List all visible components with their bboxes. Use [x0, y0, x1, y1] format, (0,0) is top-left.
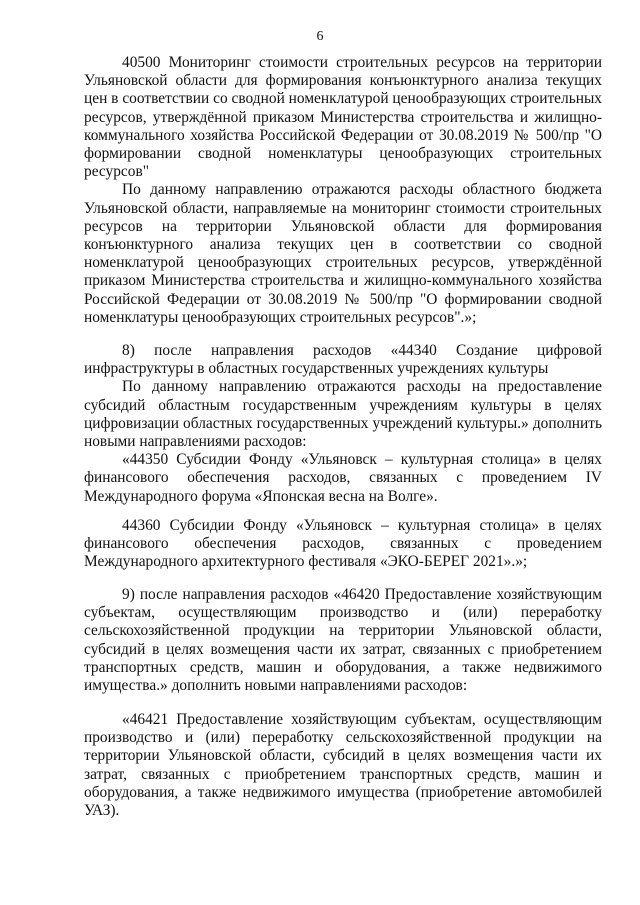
- paragraph-44350: «44350 Субсидии Фонду «Ульяновск – культурная столица» в целях финансового обеспечения расходов, связанных с проведением IV Международного форума «Японская весна на Волге».: [84, 451, 602, 505]
- paragraph-item-9: 9) после направления расходов «46420 Предоставление хозяйствующим субъектам, осуществляющим производство и (или) переработку сельскохозяйственной продукции на территории Ульяновской области, субсидий в целях возмещения части их затрат, связанных с приобретением транспортных средств, машин и оборудования, а также недвижимого имущества.» дополнить новыми направлениями расходов:: [84, 586, 602, 695]
- paragraph-item-8-description: По данному направлению отражаются расходы на предоставление субсидий областным государственным учреждениям культуры в целях цифровизации областных государственных учреждений культуры.» дополнить новыми направлениями расходов:: [84, 378, 602, 451]
- paragraph-44360: 44360 Субсидии Фонду «Ульяновск – культурная столица» в целях финансового обеспечения расходов, связанных с проведением Международного архитектурного фестиваля «ЭКО-БЕРЕГ 2021».»;: [84, 517, 602, 571]
- section-46421: [84, 711, 602, 820]
- paragraph-item-8: 8) после направления расходов «44340 Создание цифровой инфраструктуры в областных государственных учреждениях культуры: [84, 342, 602, 378]
- section-40500: [84, 54, 602, 327]
- page-number: 6: [316, 29, 324, 44]
- section-item-9: [84, 586, 602, 695]
- section-44360: [84, 517, 602, 572]
- paragraph-40500-description: По данному направлению отражаются расходы областного бюджета Ульяновской области, направляемые на мониторинг стоимости строительных ресурсов на территории Ульяновской области для формирования конъюнктурного анализа текущих цен в соответствии со сводной номенклатурой ценообразующих строительных ресурсов, утверждённой приказом Министерства строительства и жилищно-коммунального хозяйства Российской Федерации от 30.08.2019 № 500/пр "О формировании сводной номенклатуры ценообразующих строительных ресурсов".»;: [84, 181, 602, 326]
- paragraph-46421: «46421 Предоставление хозяйствующим субъектам, осуществляющим производство и (или) переработку сельскохозяйственной продукции на территории Ульяновской области, субсидий в целях возмещения части их затрат, связанных с приобретением транспортных средств, машин и оборудования, а также недвижимого имущества (приобретение автомобилей УАЗ).: [84, 711, 602, 820]
- paragraph-40500-heading: 40500 Мониторинг стоимости строительных ресурсов на территории Ульяновской области для формирования конъюнктурного анализа текущих цен в соответствии со сводной номенклатурой ценообразующих строительных ресурсов, утверждённой приказом Министерства строительства и жилищно-коммунального хозяйства Российской Федерации от 30.08.2019 № 500/пр "О формировании сводной номенклатуры ценообразующих строительных ресурсов": [84, 54, 602, 181]
- section-item-8: [84, 342, 602, 506]
